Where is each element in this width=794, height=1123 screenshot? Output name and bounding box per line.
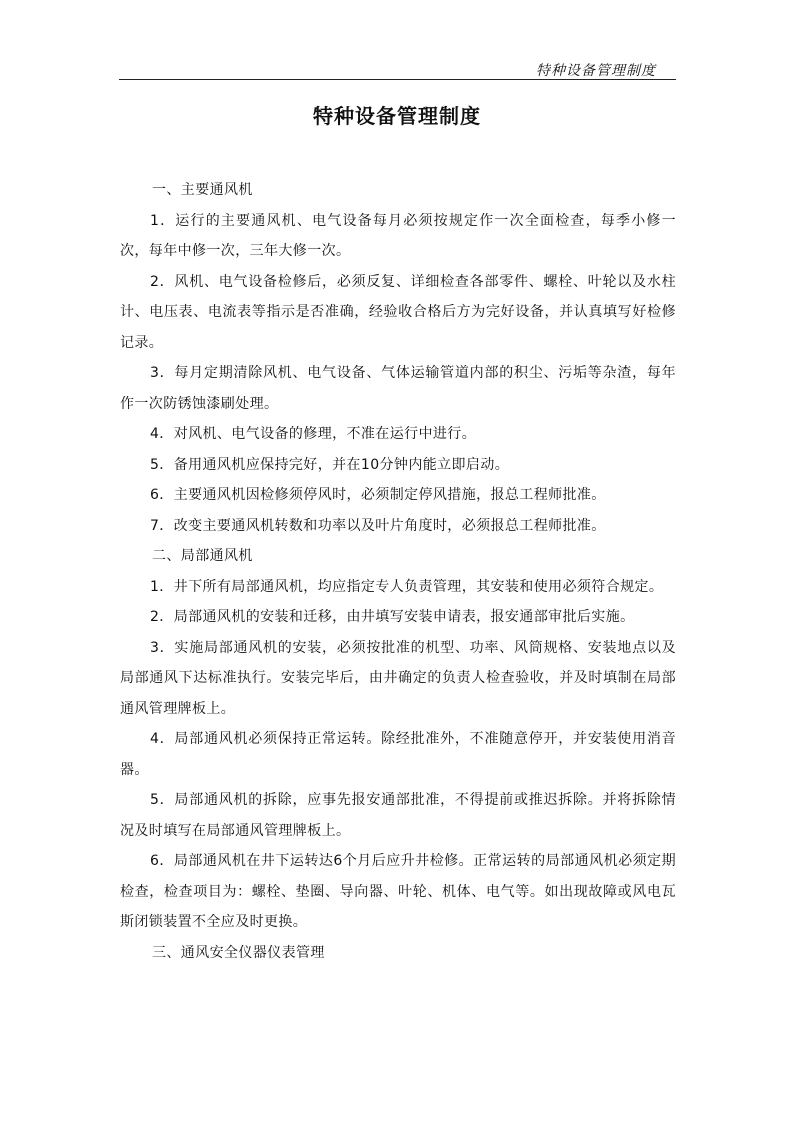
running-header: 特种设备管理制度 <box>536 63 656 79</box>
list-item: 4．对风机、电气设备的修理，不准在运行中进行。 <box>150 426 477 442</box>
document-title: 特种设备管理制度 <box>313 104 481 128</box>
section-heading: 二、局部通风机 <box>152 548 253 564</box>
list-item: 4．局部通风机必须保持正常运转。除经批准外，不准随意停开，并安装使用消音器。 <box>120 731 676 778</box>
list-item: 5．局部通风机的拆除，应事先报安通部批准，不得提前或推迟拆除。并将拆除情况及时填写在局部通风管理牌板上。 <box>120 792 676 839</box>
header-rule <box>119 79 676 80</box>
list-item: 6．主要通风机因检修须停风时，必须制定停风措施，报总工程师批准。 <box>150 487 606 503</box>
document-body <box>120 175 676 968</box>
list-item: 2．风机、电气设备检修后，必须反复、详细检查各部零件、螺栓、叶轮以及水柱计、电压表、电流表等指示是否准确，经验收合格后方为完好设备，并认真填写好检修记录。 <box>120 273 676 351</box>
list-item: 7．改变主要通风机转数和功率以及叶片角度时，必须报总工程师批准。 <box>150 517 606 534</box>
list-item: 2．局部通风机的安装和迁移，由井填写安装申请表，报安通部审批后实施。 <box>150 609 635 625</box>
list-item: 1．运行的主要通风机、电气设备每月必须按规定作一次全面检查，每季小修一次，每年中修一次，三年大修一次。 <box>120 212 676 259</box>
section-heading: 一、主要通风机 <box>152 182 253 198</box>
section-heading: 三、通风安全仪器仪表管理 <box>152 944 325 961</box>
list-item: 1．井下所有局部通风机，均应指定专人负责管理，其安装和使用必须符合规定。 <box>150 578 664 595</box>
list-item: 5．备用通风机应保持完好，并在10分钟内能立即启动。 <box>150 456 510 473</box>
list-item: 6．局部通风机在井下运转达6个月后应升井检修。正常运转的局部通风机必须定期检查，检查项目为：螺栓、垫圈、导向器、叶轮、机体、电气等。如出现故障或风电瓦斯闭锁装置不全应及时更换。 <box>120 853 676 930</box>
list-item: 3．实施局部通风机的安装，必须按批准的机型、功率、风筒规格、安装地点以及局部通风下达标准执行。安装完毕后，由井确定的负责人检查验收，并及时填制在局部通风管理牌板上。 <box>120 639 676 717</box>
list-item: 3．每月定期清除风机、电气设备、气体运输管道内部的积尘、污垢等杂渣，每年作一次防锈蚀漆刷处理。 <box>120 365 676 412</box>
